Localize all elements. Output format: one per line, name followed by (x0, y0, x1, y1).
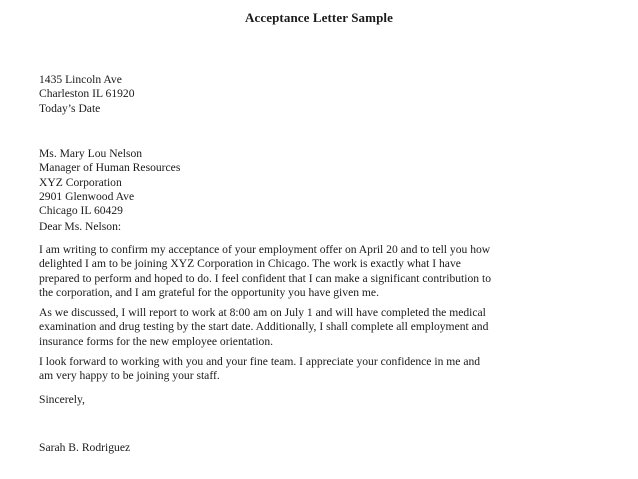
sender-address (39, 73, 135, 116)
paragraph-line: am very happy to be joining your staff. (39, 369, 220, 383)
body-paragraph-3 (39, 355, 614, 384)
paragraph-line: I look forward to working with you and your fine team. I appreciate your confidence in me and (39, 355, 481, 368)
paragraph-line: delighted I am to be joining XYZ Corporation in Chicago. The work is exactly what I have (39, 257, 461, 271)
paragraph-line: the corporation, and I am grateful for the opportunity you have given me. (39, 285, 379, 299)
body-paragraph-2 (39, 306, 614, 349)
recipient-name: Ms. Mary Lou Nelson (39, 147, 143, 160)
signature-name: Sarah B. Rodriguez (39, 441, 131, 454)
paragraph-line: prepared to perform and hoped to do. I feel confident that I can make a significant contribution to (39, 271, 491, 285)
paragraph-line: examination and drug testing by the start date. Additionally, I shall complete all employment and (39, 320, 489, 334)
document-title: Acceptance Letter Sample (244, 10, 393, 25)
recipient-street: 2901 Glenwood Ave (39, 189, 135, 203)
closing: Sincerely, (39, 393, 85, 406)
salutation: Dear Ms. Nelson: (39, 220, 122, 233)
paragraph-line: As we discussed, I will report to work at 8:00 am on July 1 and will have completed the medical (39, 306, 486, 319)
recipient-company: XYZ Corporation (39, 175, 122, 189)
recipient-title: Manager of Human Resources (39, 161, 181, 175)
sender-city: Charleston IL 61920 (39, 87, 135, 101)
recipient-city: Chicago IL 60429 (39, 204, 123, 218)
sender-street: 1435 Lincoln Ave (39, 73, 122, 86)
letter-date: Today’s Date (39, 101, 101, 115)
body-paragraph-1 (39, 243, 614, 300)
paragraph-line: insurance forms for the new employee orientation. (39, 334, 274, 348)
recipient-address (39, 147, 180, 218)
paragraph-line: I am writing to confirm my acceptance of your employment offer on April 20 and to tell you how (39, 243, 491, 256)
